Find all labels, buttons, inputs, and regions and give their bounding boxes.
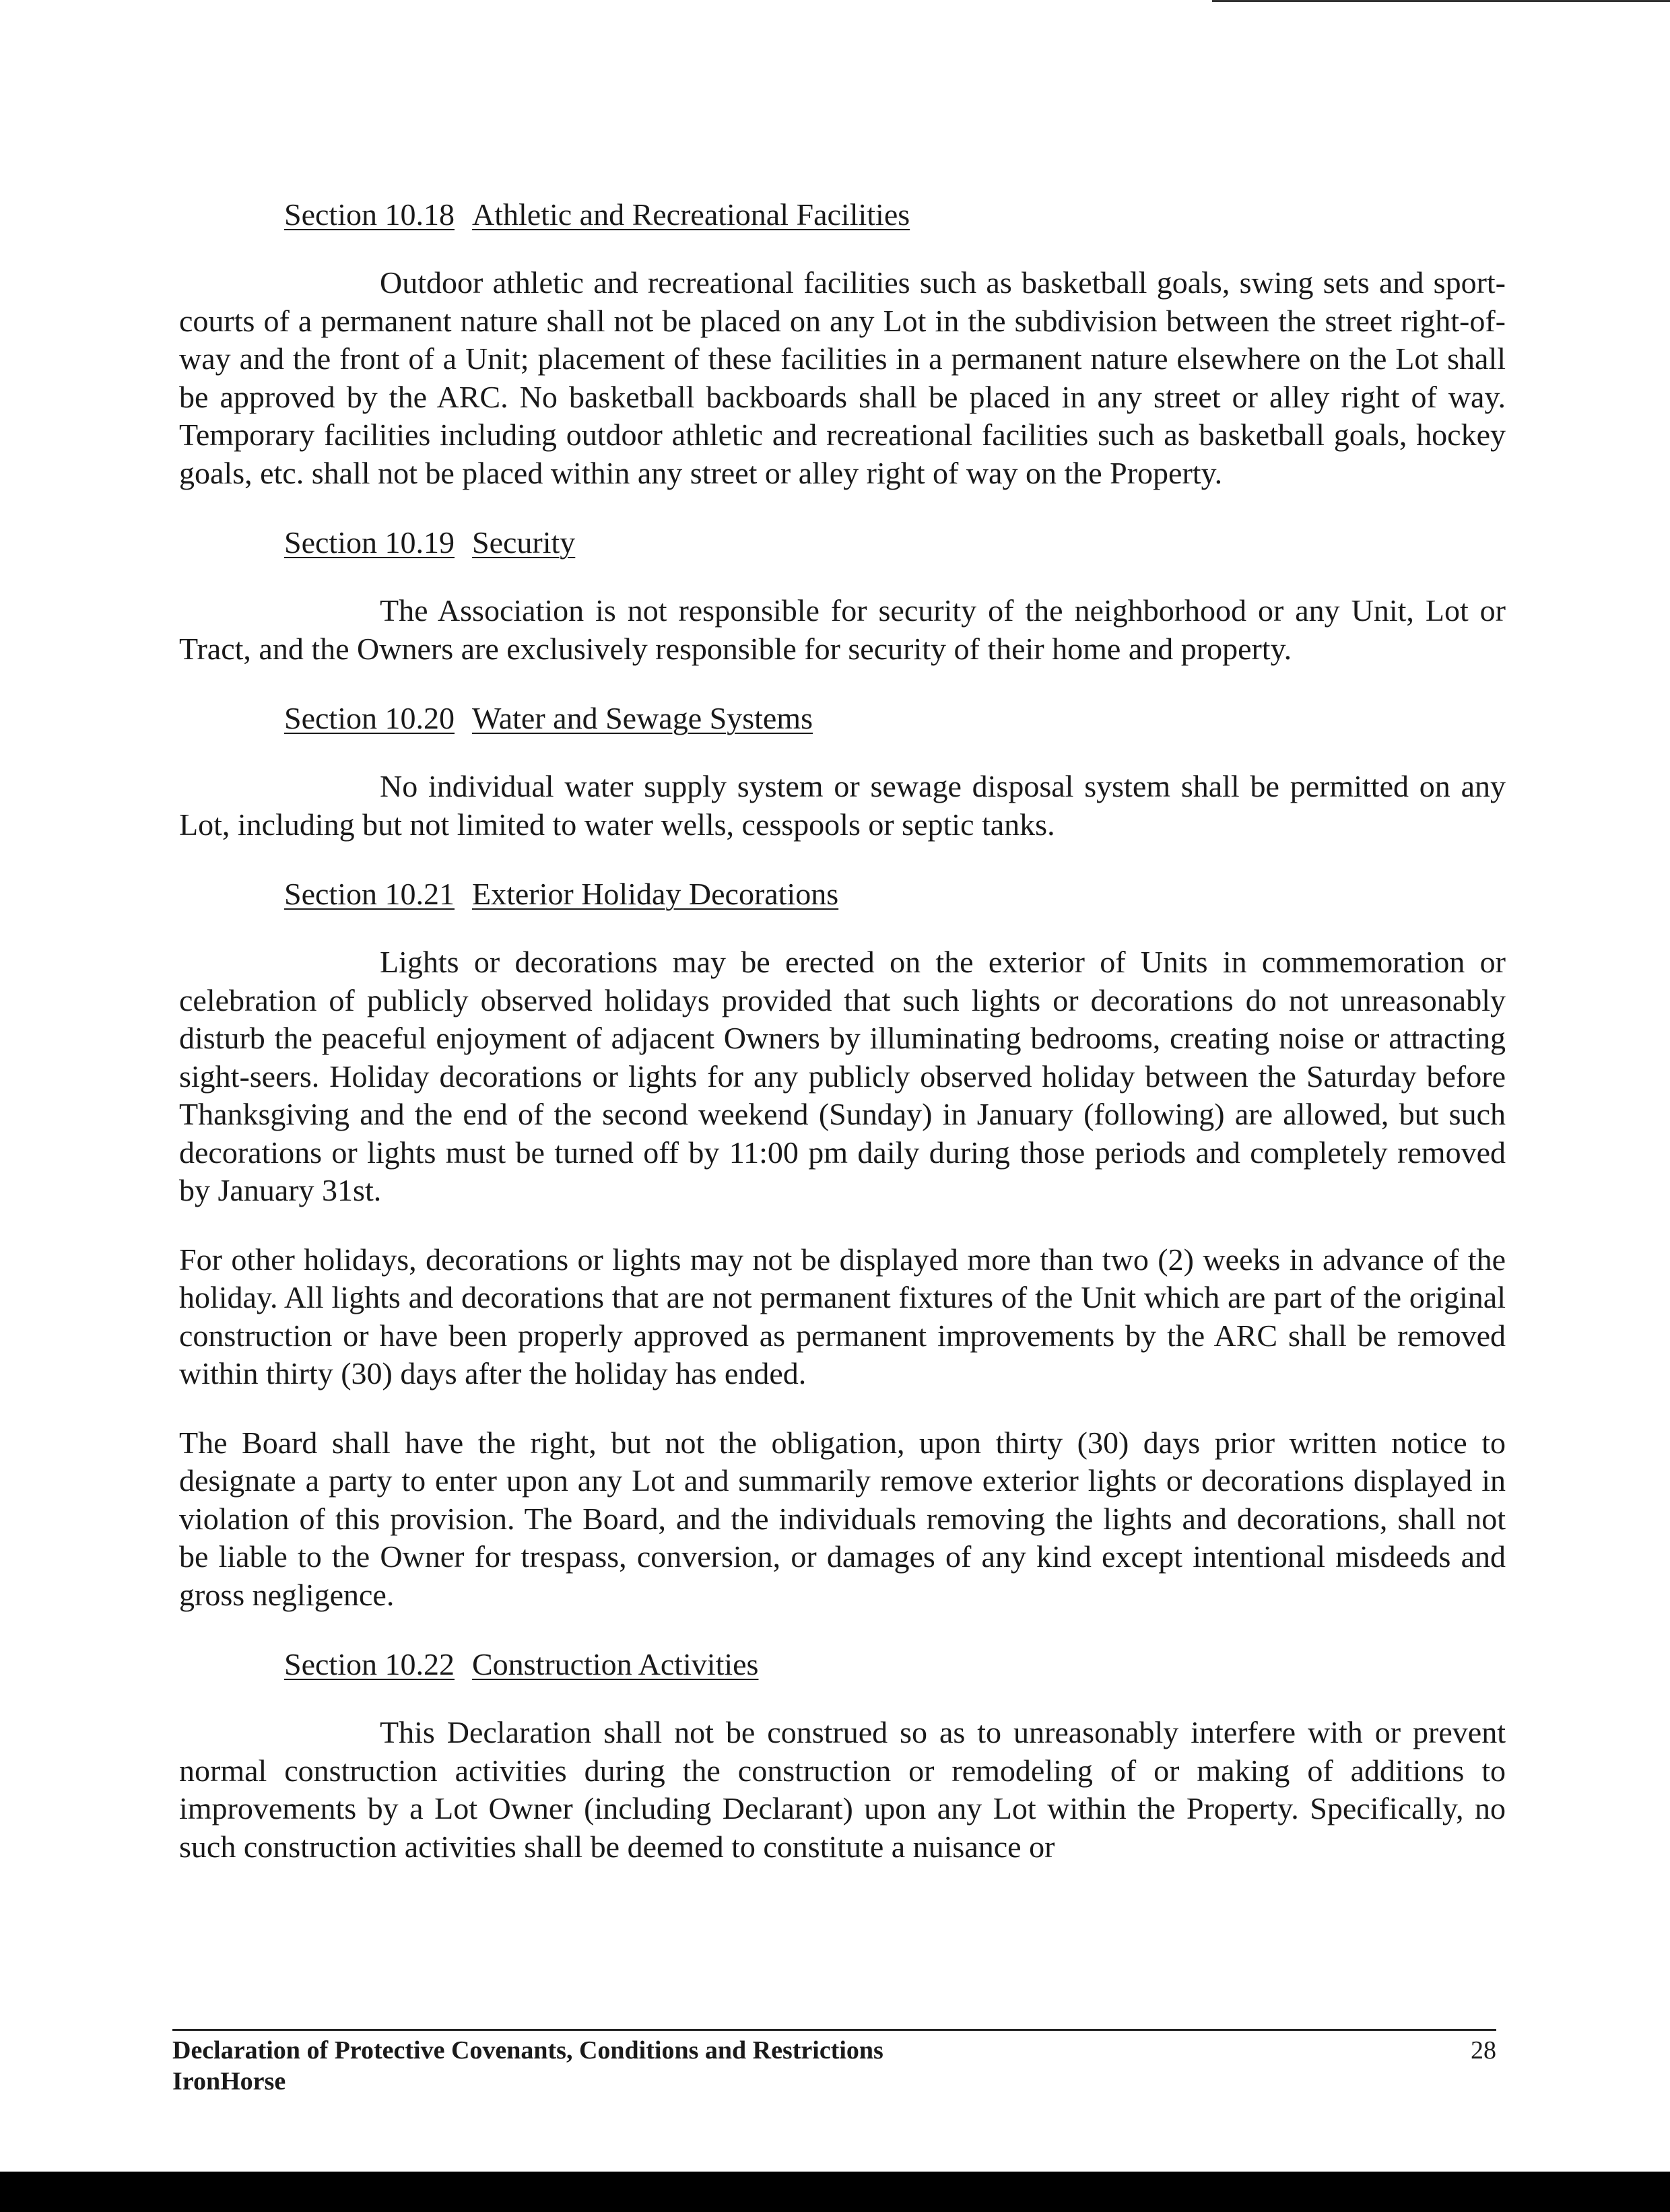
section-title: Athletic and Recreational Facilities bbox=[471, 197, 910, 232]
section-heading-10-21 bbox=[284, 875, 1506, 914]
section-number: Section 10.22 bbox=[284, 1647, 455, 1681]
section-title: Exterior Holiday Decorations bbox=[471, 877, 839, 911]
footer-document-title: Declaration of Protective Covenants, Conditions and Restrictions bbox=[172, 2036, 883, 2065]
footer-subtitle: IronHorse bbox=[172, 2067, 286, 2096]
section-title: Construction Activities bbox=[471, 1647, 759, 1681]
paragraph: Lights or decorations may be erected on the exterior of Units in commemoration or celebration of publicly observed holidays provided that such lights or decorations do not unreasonably disturb the peaceful enjoyment of adjacent Owners by illuminating bedrooms, creating noise or attracting sight-seers. Holiday decorations or lights for any publicly observed holiday between the Saturday before Thanksgiving and the end of the second weekend (Sunday) in January (following) are allowed, but such decorations or lights must be turned off by 11:00 pm daily during those periods and completely removed by January 31st. bbox=[179, 945, 1506, 1207]
section-number: Section 10.21 bbox=[284, 877, 455, 911]
section-heading-10-20 bbox=[284, 699, 1506, 738]
paragraph: This Declaration shall not be construed so as to unreasonably interfere with or prevent normal construction activities during the construction or remodeling of or making of additions to improvements by a Lot Owner (including Declarant) upon any Lot within the Property. Specifically, no such construction activities shall be deemed to constitute a nuisance or bbox=[179, 1715, 1506, 1864]
page-number: 28 bbox=[1471, 2036, 1496, 2065]
section-heading-10-22 bbox=[284, 1645, 1506, 1684]
paragraph: No individual water supply system or sewage disposal system shall be permitted on any Lot, including but not limited to water wells, cesspools or septic tanks. bbox=[179, 769, 1506, 842]
section-number: Section 10.20 bbox=[284, 701, 455, 735]
paragraph: The Board shall have the right, but not the obligation, upon thirty (30) days prior written notice to designate a party to enter upon any Lot and summarily remove exterior lights or decorations displayed in violation of this provision. The Board, and the individuals removing the lights and decorations, shall not be liable to the Owner for trespass, conversion, or damages of any kind except intentional misdeeds and gross negligence. bbox=[179, 1425, 1506, 1612]
scan-bottom-edge bbox=[0, 2172, 1670, 2212]
top-edge-rule bbox=[1212, 0, 1670, 2]
section-number: Section 10.18 bbox=[284, 197, 455, 232]
page-footer bbox=[172, 2029, 1496, 2097]
document-body bbox=[179, 195, 1506, 1897]
section-title: Water and Sewage Systems bbox=[471, 701, 813, 735]
section-heading-10-19 bbox=[284, 523, 1506, 562]
section-title: Security bbox=[471, 525, 576, 560]
paragraph: The Association is not responsible for security of the neighborhood or any Unit, Lot or Tract, and the Owners are exclusively responsible for security of their home and property. bbox=[179, 593, 1506, 666]
paragraph: For other holidays, decorations or lights may not be displayed more than two (2) weeks in advance of the holiday. All lights and decorations that are not permanent fixtures of the Unit which are part of the original construction or have been properly approved as permanent improvements by the ARC shall be removed within thirty (30) days after the holiday has ended. bbox=[179, 1242, 1506, 1390]
section-heading-10-18 bbox=[284, 195, 1506, 234]
section-number: Section 10.19 bbox=[284, 525, 455, 560]
paragraph: Outdoor athletic and recreational facilities such as basketball goals, swing sets and sport-courts of a permanent nature shall not be placed on any Lot in the subdivision between the street right-of-way and the front of a Unit; placement of these facilities in a permanent nature elsewhere on the Lot shall be approved by the ARC. No basketball backboards shall be placed in any street or alley right of way. Temporary facilities including outdoor athletic and recreational facilities such as basketball goals, hockey goals, etc. shall not be placed within any street or alley right of way on the Property. bbox=[179, 265, 1506, 490]
